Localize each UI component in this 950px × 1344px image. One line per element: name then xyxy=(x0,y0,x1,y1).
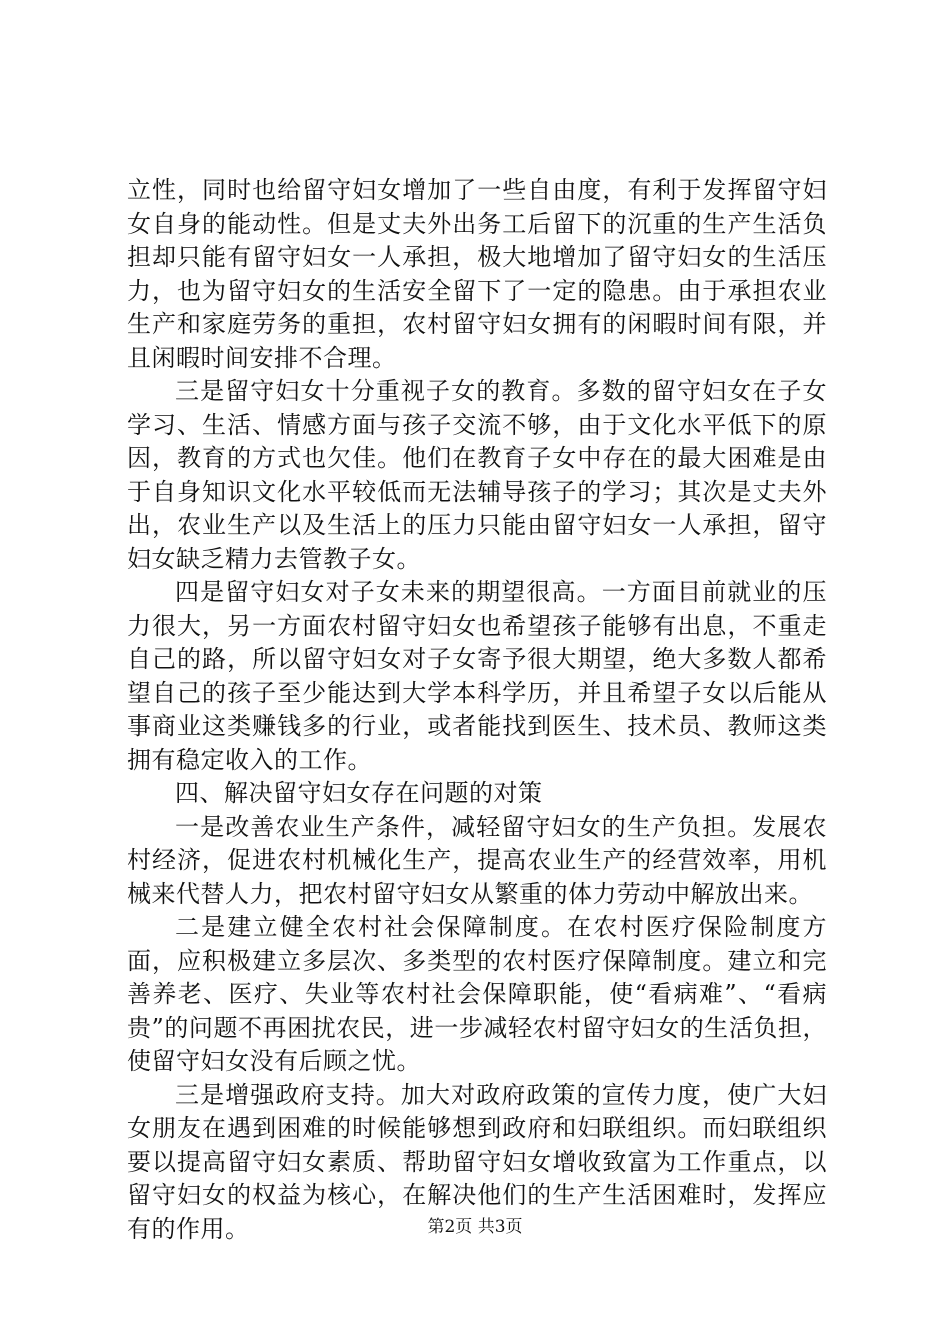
page-number-footer: 第2页 共3页 xyxy=(427,1217,523,1237)
paragraph-6: 二是建立健全农村社会保障制度。在农村医疗保险制度方面，应积极建立多层次、多类型的农村医疗保障制度。建立和完善养老、医疗、失业等农村社会保障职能，使“看病难”、“看病贵”的问题不再困扰农民，进一步减轻农村留守妇女的生活负担，使留守妇女没有后顾之忧。 xyxy=(127,913,827,1075)
paragraph-1: 立性，同时也给留守妇女增加了一些自由度，有利于发挥留守妇女自身的能动性。但是丈夫外出务工后留下的沉重的生产生活负担却只能有留守妇女一人承担，极大地增加了留守妇女的生活压力，也为留守妇女的生活安全留下了一定的隐患。由于承担农业生产和家庭劳务的重担，农村留守妇女拥有的闲暇时间有限，并且闲暇时间安排不合理。 xyxy=(127,176,827,372)
section-heading: 四、解决留守妇女存在问题的对策 xyxy=(175,779,543,807)
paragraph-7: 三是增强政府支持。加大对政府政策的宣传力度，使广大妇女朋友在遇到困难的时候能够想到政府和妇联组织。而妇联组织要以提高留守妇女素质、帮助留守妇女增收致富为工作重点，以留守妇女的权益为核心，在解决他们的生产生活困难时，发挥应有的作用。 xyxy=(127,1080,827,1243)
paragraph-3: 四是留守妇女对子女未来的期望很高。一方面目前就业的压力很大，另一方面农村留守妇女也希望孩子能够有出息，不重走自己的路，所以留守妇女对子女寄予很大期望，绝大多数人都希望自己的孩子至少能达到大学本科学历，并且希望子女以后能从事商业这类赚钱多的行业，或者能找到医生、技术员、教师这类拥有稳定收入的工作。 xyxy=(127,578,827,774)
document-body xyxy=(127,174,827,1246)
paragraph-5: 一是改善农业生产条件，减轻留守妇女的生产负担。发展农村经济，促进农村机械化生产，提高农业生产的经营效率，用机械来代替人力，把农村留守妇女从繁重的体力劳动中解放出来。 xyxy=(127,812,827,908)
paragraph-2: 三是留守妇女十分重视子女的教育。多数的留守妇女在子女学习、生活、情感方面与孩子交流不够，由于文化水平低下的原因，教育的方式也欠佳。他们在教育子女中存在的最大困难是由于自身知识文化水平较低而无法辅导孩子的学习；其次是丈夫外出，农业生产以及生活上的压力只能由留守妇女一人承担，留守妇女缺乏精力去管教子女。 xyxy=(127,377,827,573)
